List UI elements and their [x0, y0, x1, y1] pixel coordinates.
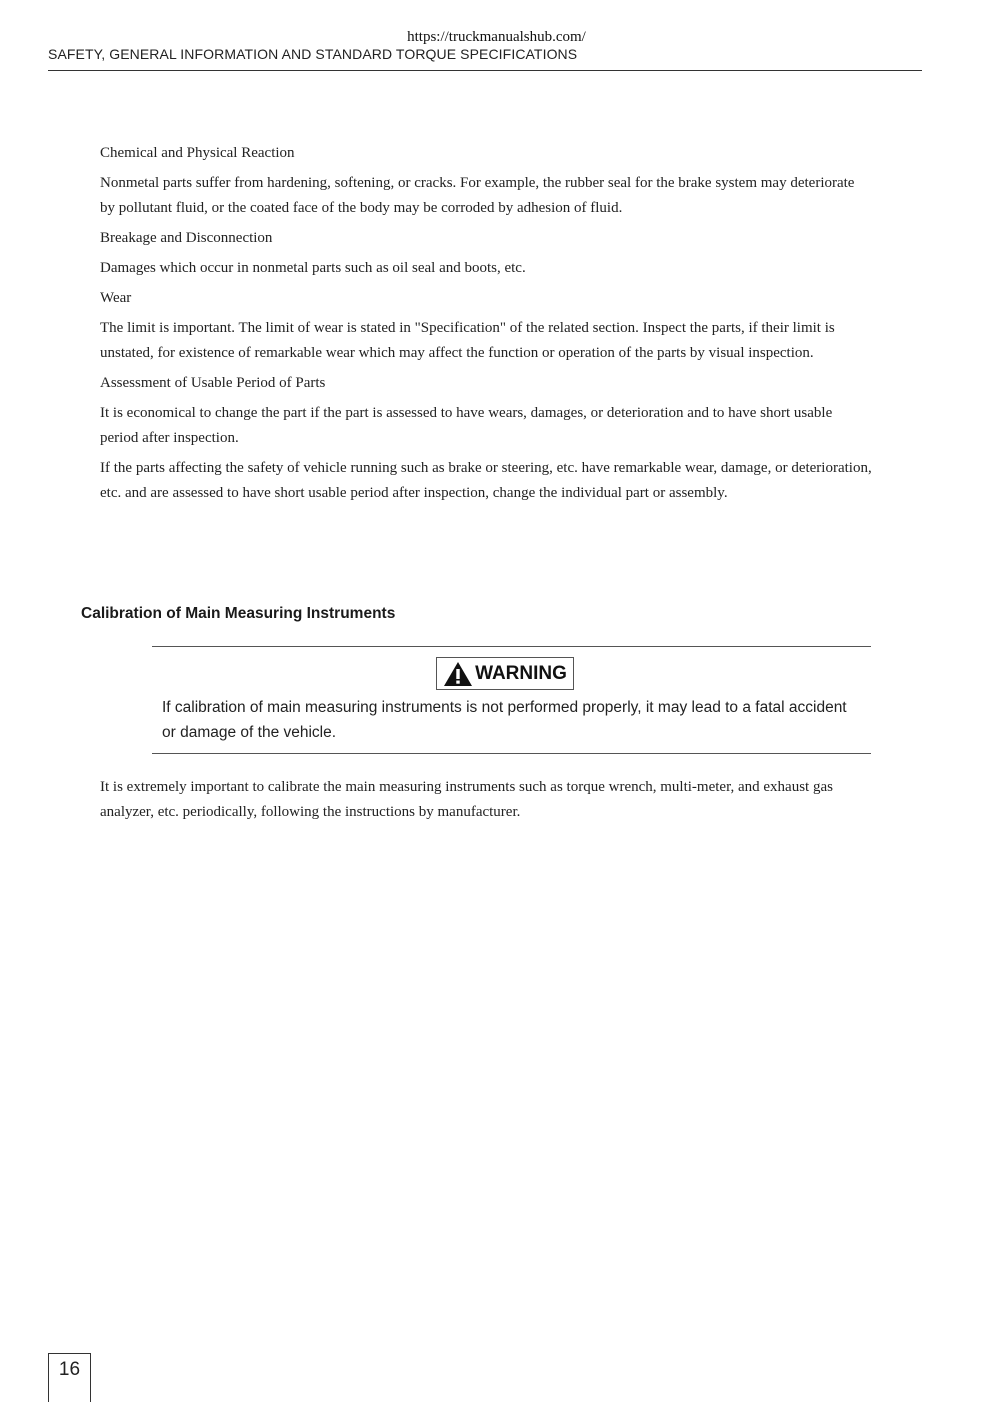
- paragraph-usable-period-2: If the parts affecting the safety of vehicle running such as brake or steering, etc. have remarkable wear, damage, or deterioration, etc. and are assessed to have short usable period after inspection, change the individual part or assembly.: [100, 460, 872, 501]
- paragraph-usable-period-1: It is economical to change the part if the part is assessed to have wears, damages, or deterioration and to have short usable period after inspection.: [100, 405, 833, 446]
- calibration-paragraph: It is extremely important to calibrate the main measuring instruments such as torque wrench, multi-meter, and exhaust gas analyzer, etc. periodically, following the instructions by manufacturer.: [100, 779, 833, 820]
- subheading-wear: Wear: [100, 290, 132, 306]
- paragraph-chemical-reaction: Nonmetal parts suffer from hardening, softening, or cracks. For example, the rubber seal for the brake system may deteriorate by pollutant fluid, or the coated face of the body may be corroded by adhesion of fluid.: [100, 175, 855, 216]
- page-number-box: [48, 1353, 91, 1402]
- source-url: https://truckmanualshub.com/: [407, 29, 586, 45]
- header-divider: [48, 70, 922, 71]
- main-body: [100, 141, 872, 511]
- warning-bottom-rule: [152, 753, 871, 754]
- paragraph-breakage: Damages which occur in nonmetal parts such as oil seal and boots, etc.: [100, 260, 526, 276]
- page-number: 16: [58, 1359, 81, 1380]
- warning-text: If calibration of main measuring instruments is not performed properly, it may lead to a fatal accident or damage of the vehicle.: [162, 699, 847, 741]
- warning-badge: [436, 657, 574, 690]
- warning-top-rule: [152, 646, 871, 647]
- subheading-chemical-reaction: Chemical and Physical Reaction: [100, 145, 295, 161]
- running-header: SAFETY, GENERAL INFORMATION AND STANDARD TORQUE SPECIFICATIONS: [48, 46, 578, 62]
- section-title-calibration: Calibration of Main Measuring Instruments: [81, 605, 396, 622]
- subheading-usable-period: Assessment of Usable Period of Parts: [100, 375, 326, 391]
- subheading-breakage: Breakage and Disconnection: [100, 230, 273, 246]
- paragraph-wear: The limit is important. The limit of wear is stated in "Specification" of the related section. Inspect the parts, if their limit is unstated, for existence of remarkable wear which may affect the function or operation of the parts by visual inspection.: [100, 320, 835, 361]
- warning-triangle-icon: [443, 661, 473, 687]
- warning-label: WARNING: [475, 662, 567, 684]
